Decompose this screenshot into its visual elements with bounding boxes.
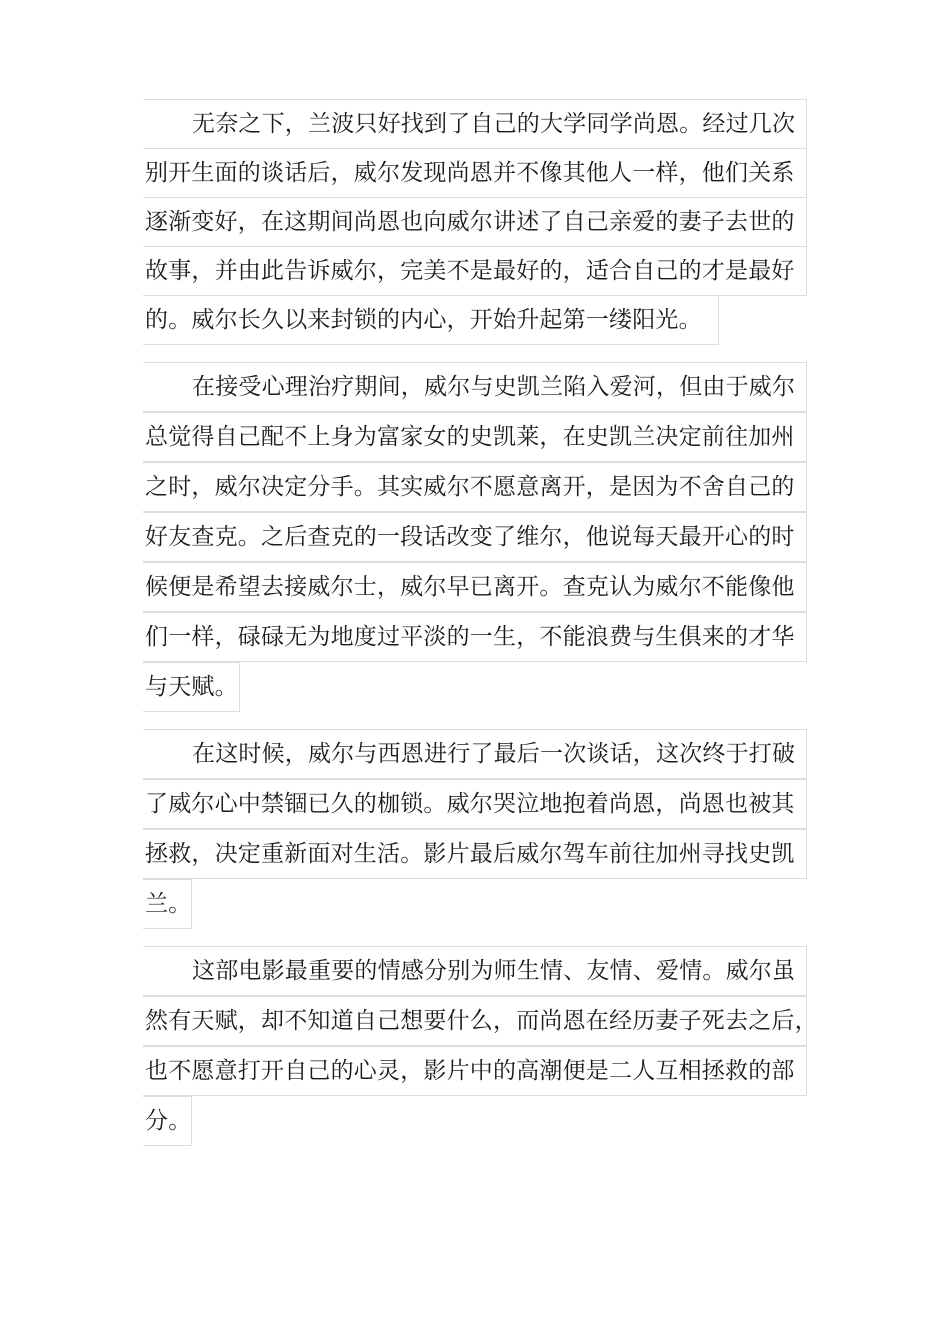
paragraph-1-line-4: 故事，并由此告诉威尔，完美不是最好的，适合自己的才是最好 <box>143 246 807 296</box>
paragraph-2-line-1: 在接受心理治疗期间，威尔与史凯兰陷入爱河，但由于威尔 <box>143 362 807 412</box>
paragraph-4-line-2: 然有天赋，却不知道自己想要什么，而尚恩在经历妻子死去之后， <box>143 996 807 1046</box>
paragraph-4-line-3: 也不愿意打开自己的心灵，影片中的高潮便是二人互相拯救的部 <box>143 1046 807 1096</box>
paragraph-2-line-5: 候便是希望去接威尔士，威尔早已离开。查克认为威尔不能像他 <box>143 562 807 612</box>
paragraph-1-line-2: 别开生面的谈话后，威尔发现尚恩并不像其他人一样，他们关系 <box>143 148 807 198</box>
paragraph-3-line-4: 兰。 <box>143 879 192 929</box>
paragraph-1-line-1: 无奈之下，兰波只好找到了自己的大学同学尚恩。经过几次 <box>143 99 807 149</box>
paragraph-2-line-3: 之时，威尔决定分手。其实威尔不愿意离开，是因为不舍自己的 <box>143 462 807 512</box>
paragraph-2-line-4: 好友查克。之后查克的一段话改变了维尔，他说每天最开心的时 <box>143 512 807 562</box>
paragraph-2-line-6: 们一样，碌碌无为地度过平淡的一生，不能浪费与生俱来的才华 <box>143 612 807 662</box>
paragraph-2-line-2: 总觉得自己配不上身为富家女的史凯莱，在史凯兰决定前往加州 <box>143 412 807 462</box>
paragraph-3-line-1: 在这时候，威尔与西恩进行了最后一次谈话，这次终于打破 <box>143 729 807 779</box>
paragraph-4-line-4: 分。 <box>143 1096 192 1146</box>
paragraph-1-line-3: 逐渐变好，在这期间尚恩也向威尔讲述了自己亲爱的妻子去世的 <box>143 197 807 247</box>
paragraph-3-line-3: 拯救，决定重新面对生活。影片最后威尔驾车前往加州寻找史凯 <box>143 829 807 879</box>
paragraph-4-line-1: 这部电影最重要的情感分别为师生情、友情、爱情。威尔虽 <box>143 946 807 996</box>
paragraph-1-line-5: 的。威尔长久以来封锁的内心，开始升起第一缕阳光。 <box>143 295 719 345</box>
paragraph-3-line-2: 了威尔心中禁锢已久的枷锁。威尔哭泣地抱着尚恩，尚恩也被其 <box>143 779 807 829</box>
paragraph-2-line-7: 与天赋。 <box>143 662 240 712</box>
